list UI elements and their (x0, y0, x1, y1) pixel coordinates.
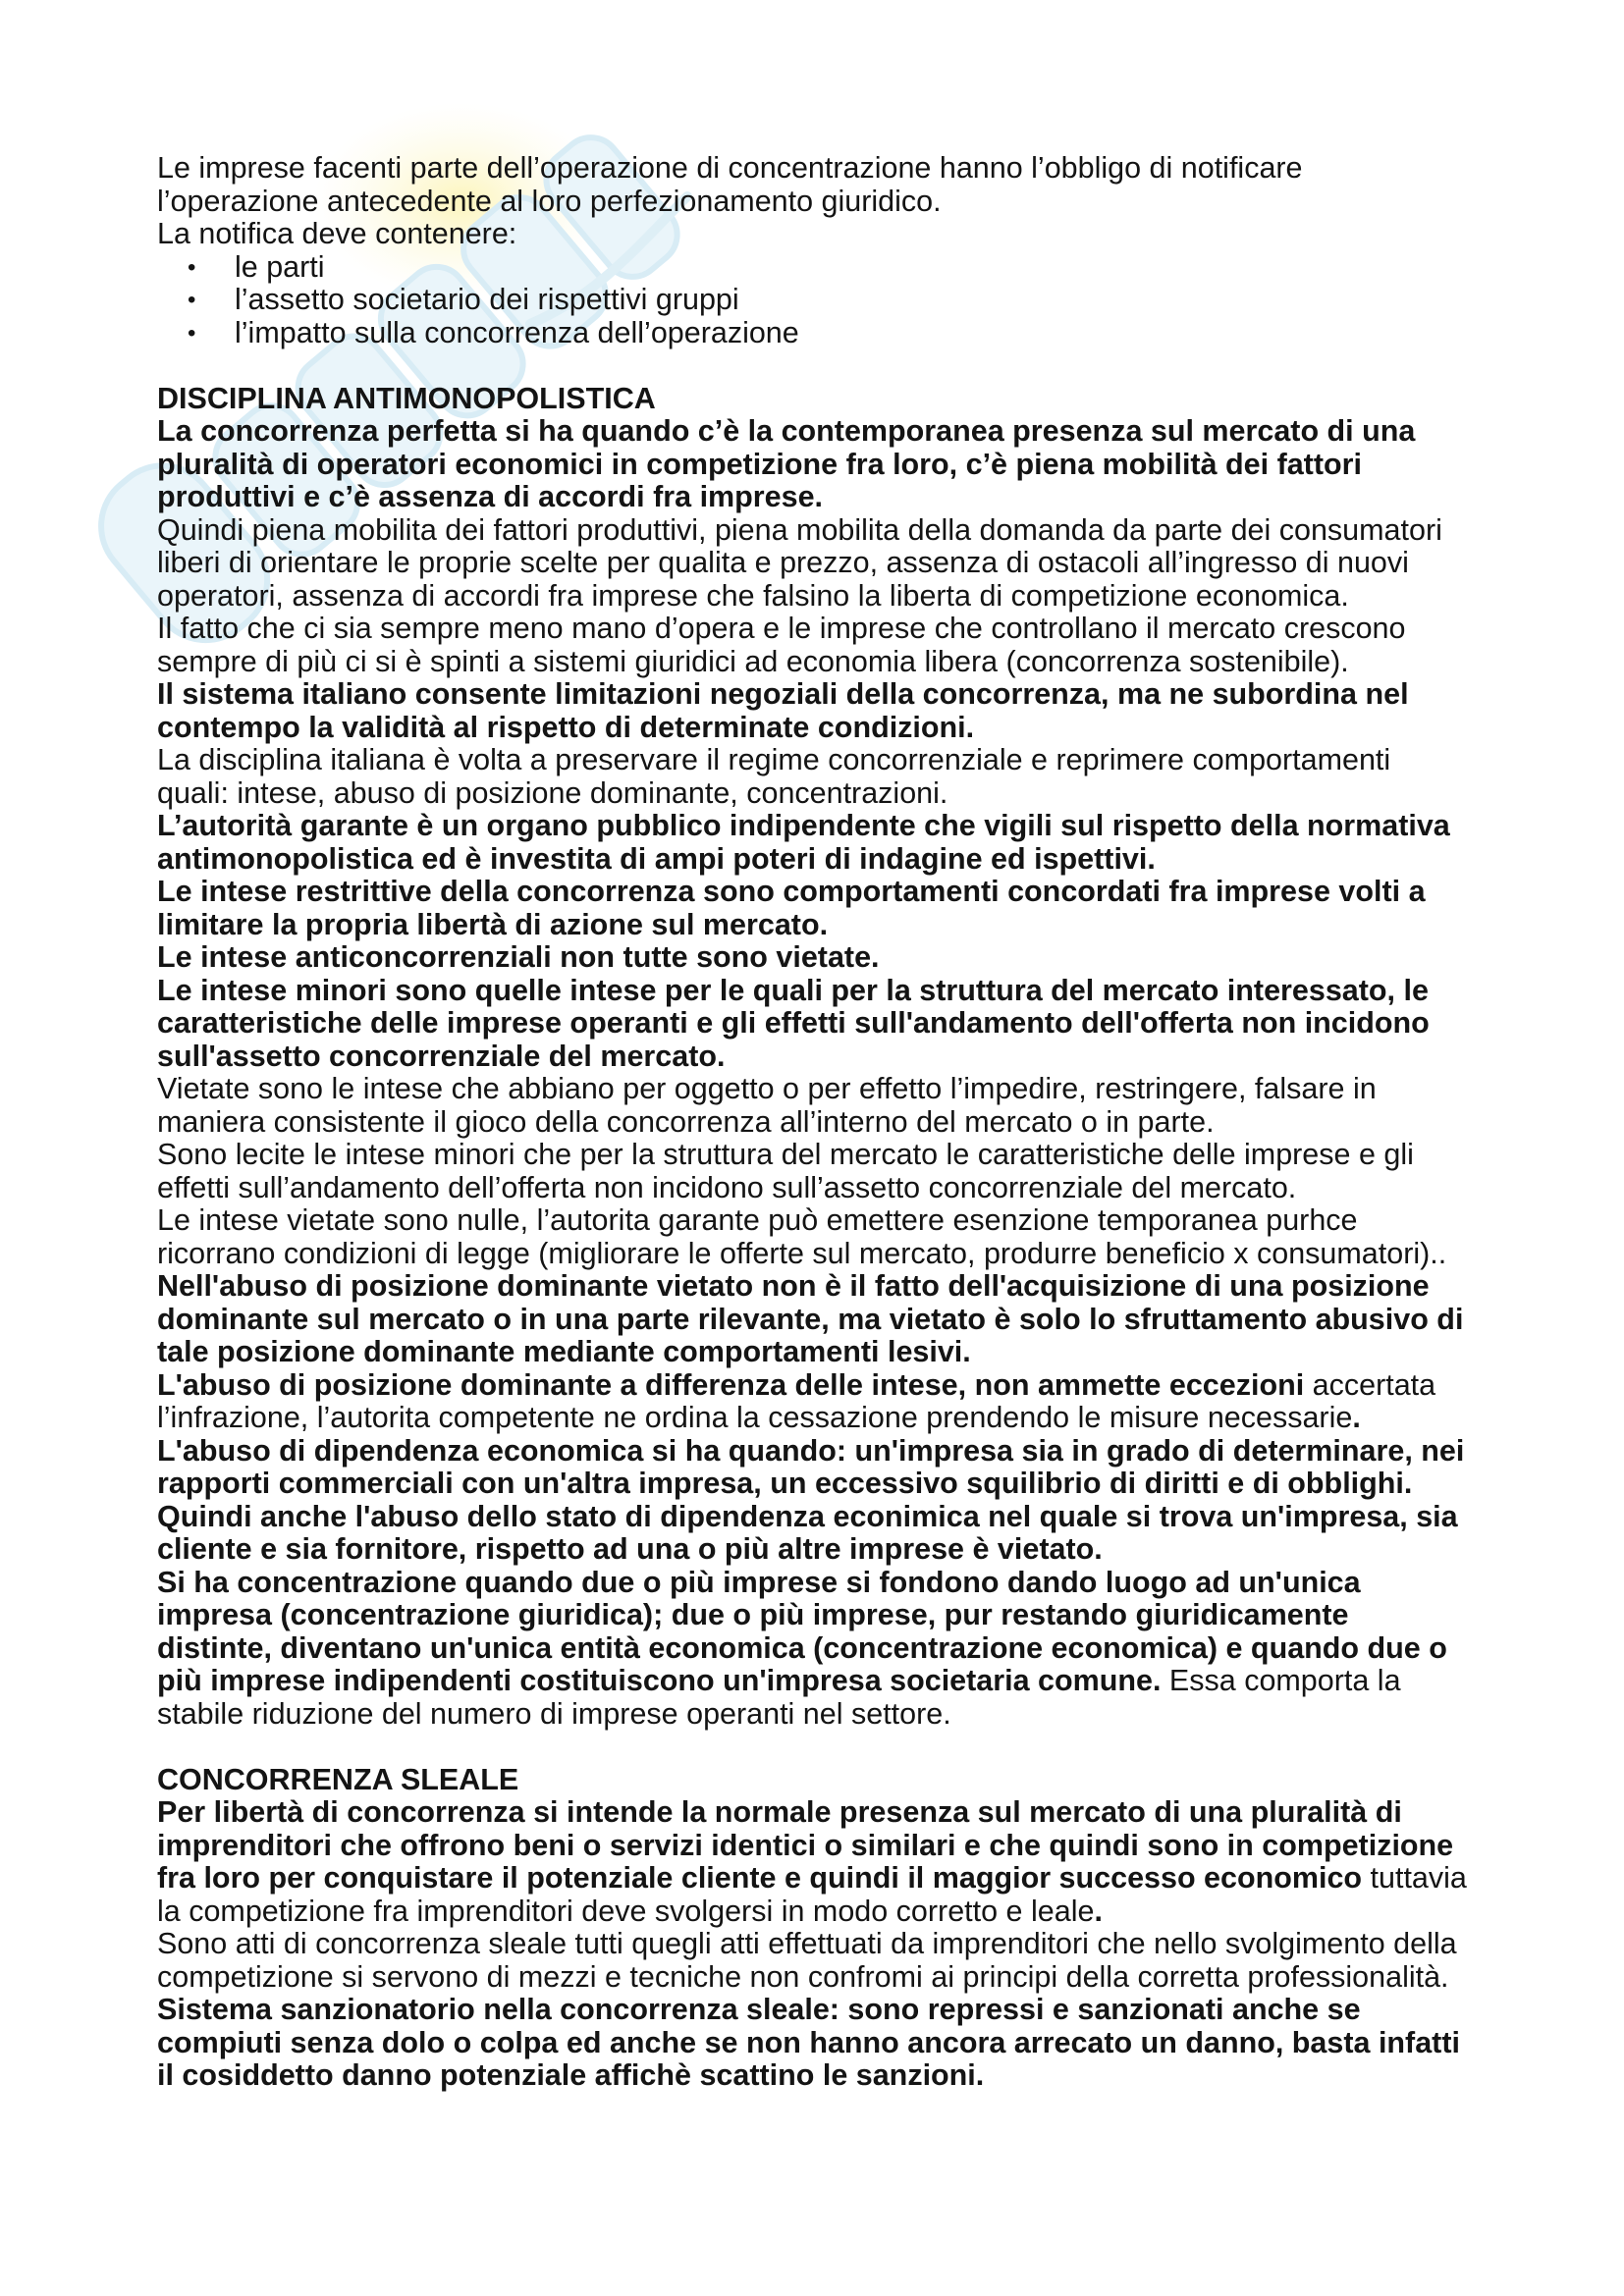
regular-text: Sono atti di concorrenza sleale tutti quegli atti effettuati da imprenditori che nello svolgimento della (157, 1927, 1457, 1960)
text-line (157, 1270, 1532, 1304)
regular-text: effetti sull’andamento dell’offerta non incidono sull’assetto concorrenziale del mercato. (157, 1170, 1297, 1204)
text-line (157, 547, 1532, 580)
bold-text: L'abuso di posizione dominante a differenza delle intese, non ammette eccezioni (157, 1367, 1305, 1402)
bold-text: Le intese minori sono quelle intese per le quali per la struttura del mercato interessato, le (157, 973, 1429, 1007)
text-line (157, 1238, 1532, 1271)
bold-text: il cosiddetto danno potenziale affichè scattino le sanzioni. (157, 2058, 985, 2092)
text-line (157, 810, 1532, 843)
text-line (157, 876, 1532, 909)
regular-text: ricorrano condizioni di legge (migliorare le offerte sul mercato, produrre beneficio x consumatori).. (157, 1236, 1447, 1270)
bold-text: L'abuso di dipendenza economica si ha quando: un'impresa sia in grado di determinare, nei (157, 1433, 1465, 1468)
bold-text: distinte, diventano un'unica entità economica (concentrazione economica) e quando due o (157, 1630, 1447, 1665)
text-line (157, 941, 1532, 975)
text-line (157, 1304, 1532, 1337)
bold-text: limitare la propria libertà di azione sul mercato. (157, 907, 829, 941)
bold-text: caratteristiche delle imprese operanti e gli effetti sull'andamento dell'offerta non incidono (157, 1006, 1430, 1040)
bold-text: . (1352, 1401, 1361, 1434)
bullet-list (157, 251, 1532, 350)
bold-text: pluralità di operatori economici in competizione fra loro, c’è piena mobilità dei fattori (157, 447, 1362, 481)
text-line (157, 1073, 1532, 1106)
paragraph (157, 941, 1532, 975)
text-line (157, 1007, 1532, 1041)
text-line (157, 1632, 1532, 1666)
text-line (157, 580, 1532, 614)
bold-text: rapporti commerciali con un'altra impresa, un eccessivo squilibrio di diritti e di obblighi. (157, 1467, 1413, 1500)
list-item (157, 317, 1532, 350)
text-line (157, 843, 1532, 877)
text-line (157, 777, 1532, 811)
bold-text: dominante sul mercato o in una parte rilevante, ma vietato è solo lo sfruttamento abusivo di (157, 1302, 1464, 1336)
text-line (157, 1106, 1532, 1140)
paragraph (157, 1204, 1532, 1270)
list-item-text: l’assetto societario dei rispettivi gruppi (235, 283, 739, 316)
paragraph (157, 678, 1532, 744)
regular-text: Il fatto che ci sia sempre meno mano d’opera e le imprese che controllano il mercato crescono (157, 612, 1406, 645)
text-line (157, 1336, 1532, 1369)
text-line (157, 481, 1532, 514)
paragraph (157, 744, 1532, 810)
text-line (157, 449, 1532, 482)
bold-text: Il sistema italiano consente limitazioni negoziali della concorrenza, ma ne subordina nel (157, 677, 1409, 711)
bold-text: L’autorità garante è un organo pubblico indipendente che vigili sul rispetto della normativa (157, 809, 1450, 842)
regular-text: Le intese vietate sono nulle, l’autorita garante può emettere esenzione temporanea purhce (157, 1203, 1358, 1237)
paragraph (157, 514, 1532, 614)
bold-text: Si ha concentrazione quando due o più imprese si fondono dando luogo ad un'unica (157, 1565, 1361, 1599)
text-line (157, 646, 1532, 679)
text-line (157, 1928, 1532, 1961)
document-section (157, 152, 1532, 349)
text-line (157, 1896, 1532, 1929)
paragraph (157, 1567, 1532, 1732)
text-line (157, 1698, 1532, 1732)
text-line (157, 1369, 1532, 1403)
bold-text: Le intese anticoncorrenziali non tutte sono vietate. (157, 940, 880, 974)
paragraph (157, 218, 1532, 251)
text-line (157, 744, 1532, 777)
list-item (157, 284, 1532, 317)
regular-text: accertata (1304, 1367, 1436, 1402)
bold-text: cliente e sia fornitore, rispetto ad una o più altre imprese è vietato. (157, 1532, 1103, 1566)
bold-text: sull'assetto concorrenziale del mercato. (157, 1039, 726, 1073)
text-line (157, 613, 1532, 646)
paragraph (157, 152, 1532, 218)
bold-text: imprenditori che offrono beni o servizi identici o similari e che quindi sono in competizione (157, 1828, 1454, 1862)
bullet-icon (188, 317, 201, 350)
list-item (157, 251, 1532, 285)
text-line (157, 514, 1532, 548)
bold-text: produttivi e c’è assenza di accordi fra imprese. (157, 480, 824, 513)
text-line (157, 1961, 1532, 1995)
bold-text: più imprese indipendenti costituiscono un'impresa societaria comune. (157, 1664, 1162, 1697)
regular-text: Sono lecite le intese minori che per la struttura del mercato le caratteristiche delle imprese e gli (157, 1138, 1414, 1171)
section-heading: CONCORRENZA SLEALE (157, 1762, 519, 1796)
paragraph (157, 1270, 1532, 1369)
text-line (157, 2027, 1532, 2060)
bold-text: compiuti senza dolo o colpa ed anche se non hanno ancora arrecato un danno, basta infatti (157, 2025, 1460, 2059)
text-line (157, 1994, 1532, 2027)
text-line (157, 1041, 1532, 1074)
paragraph (157, 1139, 1532, 1204)
paragraph (157, 1796, 1532, 1928)
text-line (157, 186, 1532, 219)
regular-text: La notifica deve contenere: (157, 217, 517, 250)
regular-text: maniera consistente il gioco della concorrenza all’interno del mercato o in parte. (157, 1104, 1215, 1139)
bullet-icon (188, 251, 201, 285)
bold-text: Nell'abuso di posizione dominante vietato non è il fatto dell'acquisizione di una posizione (157, 1269, 1430, 1303)
document-body (157, 152, 1532, 2093)
paragraph (157, 876, 1532, 941)
text-line (157, 909, 1532, 942)
text-line (157, 1172, 1532, 1205)
regular-text: tuttavia (1362, 1861, 1467, 1895)
text-line (157, 1796, 1532, 1830)
bold-text: impresa (concentrazione giuridica); due o più imprese, pur restando giuridicamente (157, 1598, 1349, 1631)
regular-text: l’infrazione, l’autorita competente ne ordina la cessazione prendendo le misure necessarie (157, 1401, 1353, 1434)
text-line (157, 712, 1532, 745)
regular-text: l’operazione antecedente al loro perfezionamento giuridico. (157, 184, 942, 218)
text-line (157, 1139, 1532, 1172)
text-line (157, 975, 1532, 1008)
regular-text: stabile riduzione del numero di imprese operanti nel settore. (157, 1696, 951, 1731)
bold-text: La concorrenza perfetta si ha quando c’è la contemporanea presenza sul mercato di una (157, 414, 1416, 448)
regular-text: sempre di più ci si è spinti a sistemi giuridici ad economia libera (concorrenza sostenibile). (157, 644, 1349, 678)
list-item-text: le parti (235, 249, 325, 284)
paragraph (157, 975, 1532, 1074)
text-line (157, 1468, 1532, 1501)
bold-text: Quindi anche l'abuso dello stato di dipendenza econimica nel quale si trova un'impresa, sia (157, 1499, 1458, 1533)
paragraph (157, 415, 1532, 514)
bullet-icon (188, 284, 201, 317)
bold-text: Sistema sanzionatorio nella concorrenza sleale: sono repressi e sanzionati anche se (157, 1993, 1361, 2026)
text-line (157, 1599, 1532, 1632)
regular-text: operatori, assenza di accordi fra imprese che falsino la liberta di competizione economica. (157, 578, 1349, 613)
bold-text: Le intese restrittive della concorrenza sono comportamenti concordati fra imprese volti a (157, 875, 1426, 908)
regular-text: Quindi piena mobilita dei fattori produttivi, piena mobilita della domanda da parte dei consumatori (157, 512, 1442, 547)
text-line (157, 1501, 1532, 1534)
bold-text: contempo la validità al rispetto di determinate condizioni. (157, 710, 975, 744)
text-line (157, 1435, 1532, 1468)
text-line (157, 678, 1532, 712)
text-line (157, 1533, 1532, 1567)
regular-text: la competizione fra imprenditori deve svolgersi in modo corretto e leale (157, 1894, 1095, 1928)
regular-text: La disciplina italiana è volta a preservare il regime concorrenziale e reprimere comportamenti (157, 743, 1391, 776)
paragraph (157, 1928, 1532, 1994)
text-line (157, 152, 1532, 186)
bold-text: . (1094, 1894, 1103, 1928)
regular-text: liberi di orientare le proprie scelte per qualita e prezzo, assenza di ostacoli all’ingresso di nuovi (157, 546, 1409, 579)
bold-text: fra loro per conquistare il potenziale cliente e quindi il maggior successo economico (157, 1861, 1363, 1895)
bold-text: antimonopolistica ed è investita di ampi poteri di indagine ed ispettivi. (157, 841, 1156, 876)
text-line (157, 1830, 1532, 1863)
regular-text: competizione si servono di mezzi e tecniche non confromi ai principi della corretta professionalità. (157, 1959, 1449, 1994)
bold-text: Per libertà di concorrenza si intende la normale presenza sul mercato di una pluralità di (157, 1795, 1402, 1829)
text-line (157, 2059, 1532, 2093)
paragraph (157, 1994, 1532, 2093)
text-line (157, 1402, 1532, 1435)
regular-text: Le imprese facenti parte dell’operazione di concentrazione hanno l’obbligo di notificare (157, 151, 1303, 185)
paragraph (157, 1435, 1532, 1501)
text-line (157, 415, 1532, 449)
document-section (157, 383, 1532, 1732)
paragraph (157, 1369, 1532, 1435)
list-item-text: l’impatto sulla concorrenza dell’operazione (235, 315, 799, 349)
text-line (157, 1204, 1532, 1238)
text-line (157, 218, 1532, 251)
paragraph (157, 810, 1532, 876)
regular-text: quali: intese, abuso di posizione dominante, concentrazioni. (157, 775, 948, 810)
section-heading: DISCIPLINA ANTIMONOPOLISTICA (157, 381, 656, 415)
text-line (157, 1567, 1532, 1600)
paragraph (157, 613, 1532, 678)
paragraph (157, 1501, 1532, 1567)
text-line (157, 1665, 1532, 1698)
text-line (157, 1862, 1532, 1896)
regular-text: Vietate sono le intese che abbiano per oggetto o per effetto l’impedire, restringere, falsare in (157, 1072, 1377, 1105)
paragraph (157, 1073, 1532, 1139)
document-section (157, 1764, 1532, 2093)
bold-text: tale posizione dominante mediante comportamenti lesivi. (157, 1335, 971, 1368)
regular-text: Essa comporta la (1161, 1664, 1401, 1697)
